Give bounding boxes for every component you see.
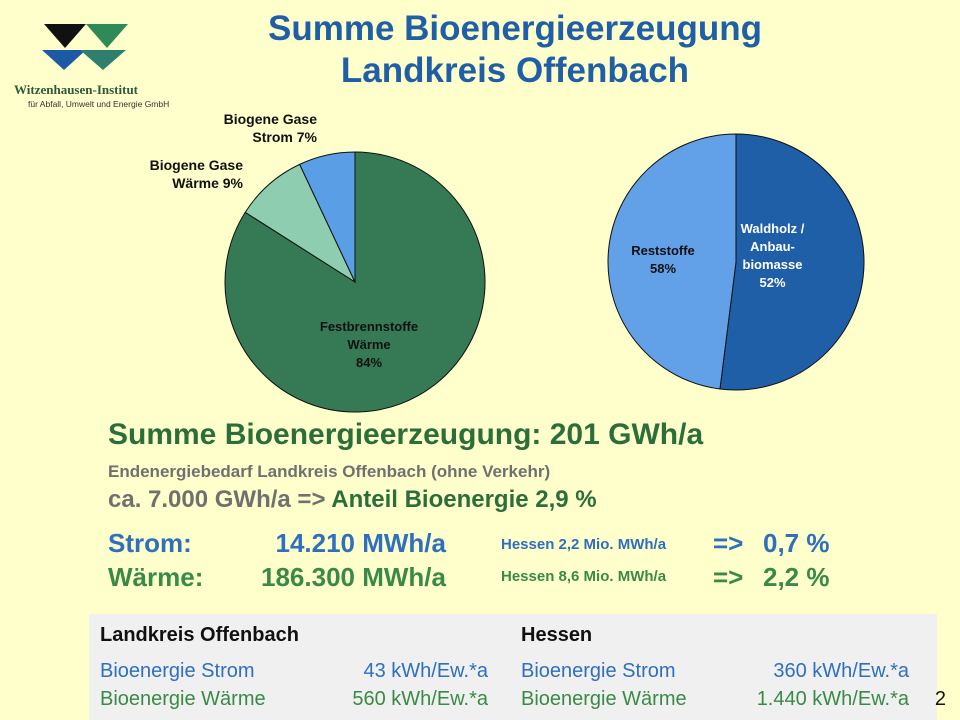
table-row-waerme-value-right: 1.440 kWh/Ew.*a — [756, 688, 909, 710]
title-line-1: Summe Bioenergieerzeugung — [268, 9, 762, 48]
demand-value: ca. 7.000 GWh/a => — [108, 486, 332, 513]
waerme-percent: 2,2 % — [763, 562, 830, 592]
logo-shape-green — [86, 24, 128, 48]
demand-line — [108, 486, 597, 514]
table-row-strom-value-left: 43 kWh/Ew.*a — [363, 660, 488, 682]
page-title — [200, 8, 830, 92]
comparison-table — [89, 614, 937, 720]
waerme-value: 186.300 MWh/a — [261, 562, 446, 592]
logo-shape-black — [44, 24, 86, 48]
strom-label: Strom: — [108, 528, 192, 558]
table-row-waerme-value-left: 560 kWh/Ew.*a — [352, 688, 488, 710]
table-header-offenbach: Landkreis Offenbach — [100, 624, 299, 646]
logo-name: Witzenhausen-Institut — [14, 82, 139, 97]
title-line-2: Landkreis Offenbach — [340, 51, 690, 90]
label-waldholz: Waldholz / Anbau- biomasse 52% — [740, 221, 805, 290]
label-reststoffe: Reststoffe 58% — [631, 243, 695, 276]
label-biogas-waerme: Biogene Gase Wärme 9% — [149, 157, 243, 191]
strom-value: 14.210 MWh/a — [275, 528, 446, 558]
table-row-waerme-label-left: Bioenergie Wärme — [100, 688, 266, 710]
logo-shape-teal — [80, 50, 126, 70]
table-row-strom-value-right: 360 kWh/Ew.*a — [773, 660, 909, 682]
summary-headline: Summe Bioenergieerzeugung: 201 GWh/a — [108, 418, 704, 451]
strom-hessen: Hessen 2,2 Mio. MWh/a — [501, 536, 667, 553]
institute-logo — [40, 20, 132, 72]
table-row-strom-label-left: Bioenergie Strom — [100, 660, 255, 682]
bioenergy-share: Anteil Bioenergie 2,9 % — [331, 486, 597, 513]
label-biogas-strom: Biogene Gase Strom 7% — [223, 111, 317, 145]
demand-label: Endenergiebedarf Landkreis Offenbach (ohne Verkehr) — [108, 462, 551, 481]
waerme-label: Wärme: — [108, 562, 204, 592]
table-row-strom-label-right: Bioenergie Strom — [521, 660, 676, 682]
waerme-hessen: Hessen 8,6 Mio. MWh/a — [501, 568, 667, 585]
waerme-arrow: => — [713, 562, 744, 592]
table-row-waerme-label-right: Bioenergie Wärme — [521, 688, 687, 710]
logo-subtitle: für Abfall, Umwelt und Energie GmbH — [28, 99, 170, 109]
strom-percent: 0,7 % — [763, 528, 830, 558]
label-festbrennstoffe: Festbrennstoffe Wärme 84% — [319, 319, 419, 370]
strom-arrow: => — [713, 528, 744, 558]
pie-chart-bioenergy-split — [200, 130, 520, 430]
table-header-hessen: Hessen — [521, 624, 593, 646]
logo-shape-blue — [42, 50, 86, 70]
page-number: 2 — [934, 688, 946, 710]
